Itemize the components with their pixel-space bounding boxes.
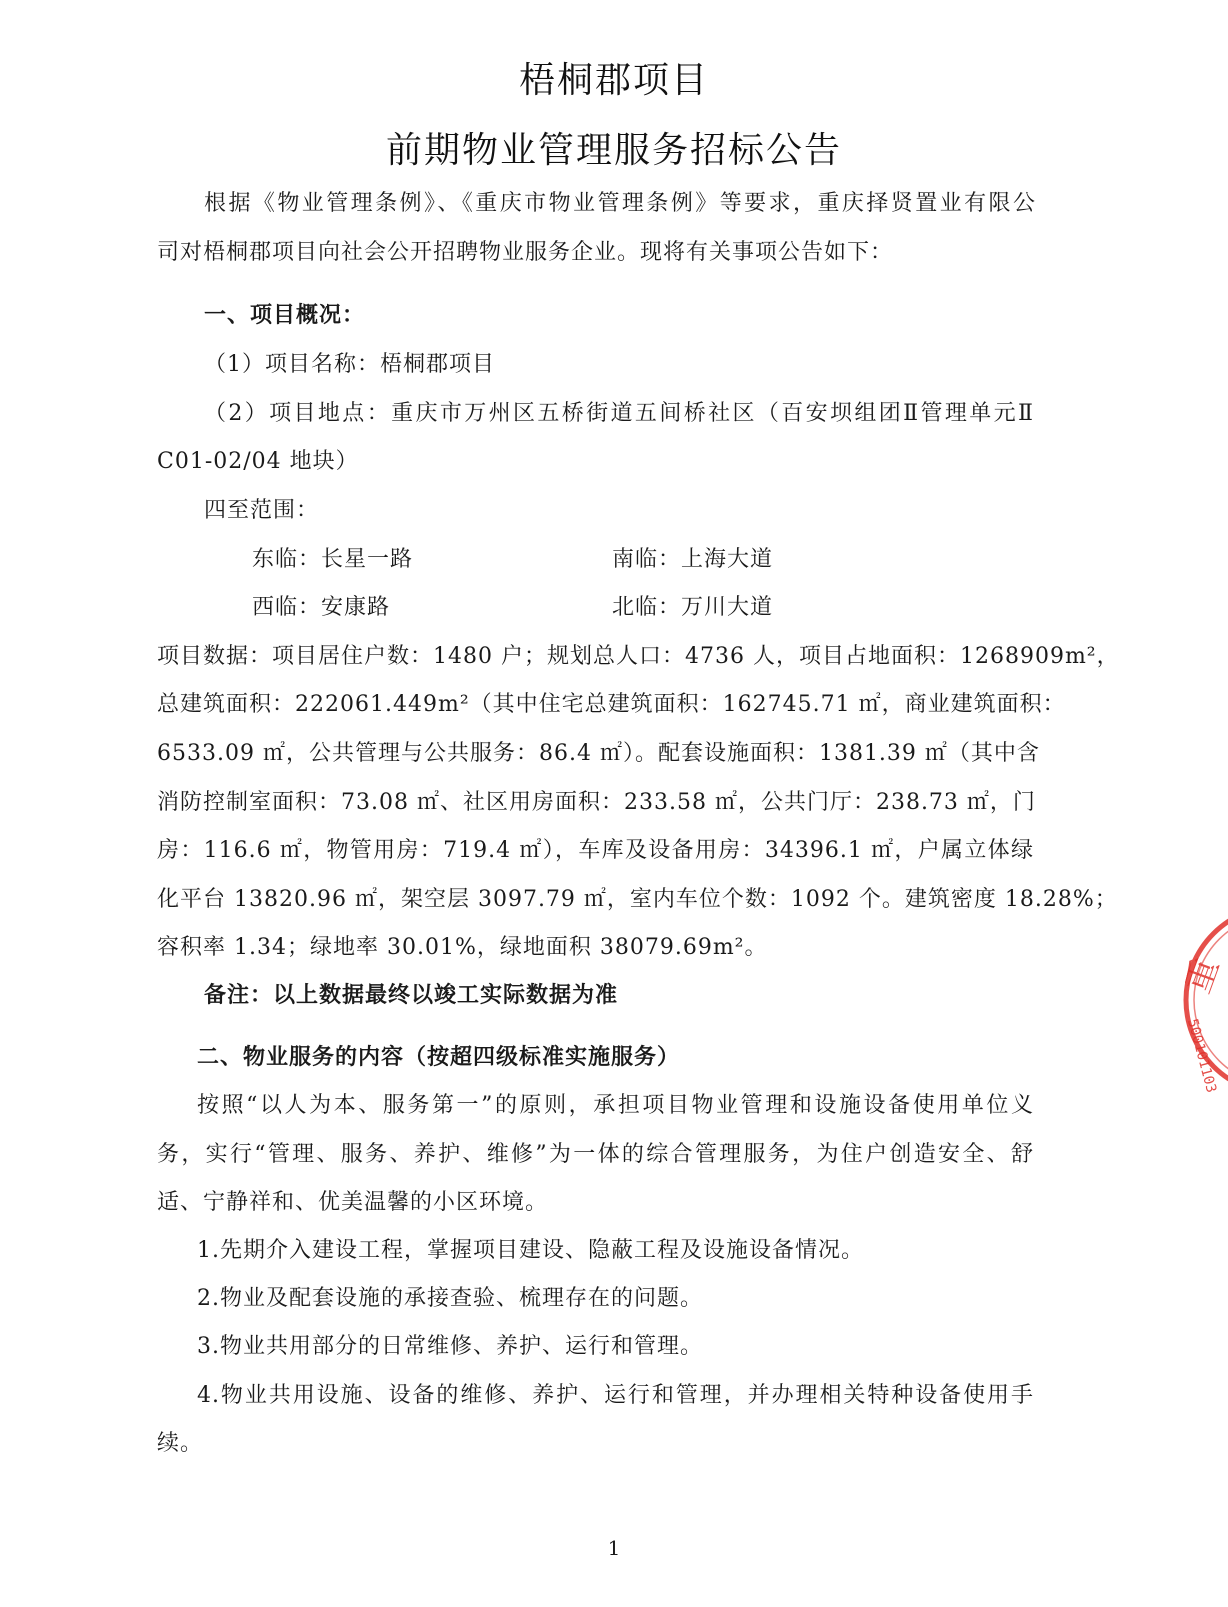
service-item: 续。 — [157, 1431, 204, 1456]
project-data-line: 消防控制室面积：73.08 ㎡、社区用房面积：233.58 ㎡，公共门厅：238.73 ㎡，门 — [157, 790, 1036, 815]
project-name: （1）项目名称：梧桐郡项目 — [204, 352, 495, 377]
project-data-line: 化平台 13820.96 ㎡，架空层 3097.79 ㎡，室内车位个数：1092 个。建筑密度 18.28%； — [157, 887, 1118, 912]
service-item: 3.物业共用部分的日常维修、养护、运行和管理。 — [197, 1334, 703, 1359]
section2-paragraph-line: 适、宁静祥和、优美温馨的小区环境。 — [157, 1190, 549, 1215]
boundary-north: 北临：万川大道 — [612, 595, 774, 620]
boundary-east: 东临：长星一路 — [252, 547, 414, 572]
project-location-line-2: C01-02/04 地块） — [157, 449, 359, 474]
seal-character: 重 — [1178, 952, 1228, 999]
project-data-line: 容积率 1.34；绿地率 30.01%，绿地面积 38079.69m²。 — [157, 935, 768, 960]
document-subtitle: 前期物业管理服务招标公告 — [385, 130, 842, 171]
section2-paragraph-line: 按照“以人为本、服务第一”的原则，承担项目物业管理和设施设备使用单位义 — [197, 1093, 1034, 1118]
intro-line-1: 根据《物业管理条例》、《重庆市物业管理条例》等要求，重庆择贤置业有限公 — [204, 191, 1036, 216]
official-seal-stamp — [1170, 900, 1228, 1100]
boundary-label: 四至范围： — [204, 498, 320, 523]
project-location-line-1: （2）项目地点：重庆市万州区五桥街道五间桥社区（百安坝组团Ⅱ管理单元Ⅱ — [204, 401, 1034, 426]
data-note: 备注：以上数据最终以竣工实际数据为准 — [204, 983, 619, 1008]
service-item: 4.物业共用设施、设备的维修、养护、运行和管理，并办理相关特种设备使用手 — [197, 1383, 1034, 1408]
service-item: 2.物业及配套设施的承接查验、梳理存在的问题。 — [197, 1286, 703, 1311]
project-data-line: 6533.09 ㎡，公共管理与公共服务：86.4 ㎡）。配套设施面积：1381.39 ㎡（其中含 — [157, 741, 1040, 766]
project-data-line: 房：116.6 ㎡，物管用房：719.4 ㎡），车库及设备用房：34396.1 ㎡，户属立体绿 — [157, 838, 1034, 863]
page-number: 1 — [607, 1536, 621, 1560]
boundary-west: 西临：安康路 — [252, 595, 391, 620]
section2-paragraph-line: 务，实行“管理、服务、养护、维修”为一体的综合管理服务，为住户创造安全、舒 — [157, 1142, 1034, 1167]
section2-heading: 二、物业服务的内容（按超四级标准实施服务） — [197, 1045, 681, 1070]
service-item: 1.先期介入建设工程，掌握项目建设、隐蔽工程及设施设备情况。 — [197, 1238, 864, 1263]
seal-code: 500101103 — [1184, 1017, 1220, 1095]
section1-heading: 一、项目概况： — [204, 303, 366, 328]
document-title: 梧桐郡项目 — [518, 60, 709, 101]
boundary-south: 南临：上海大道 — [612, 547, 774, 572]
project-data-line: 总建筑面积：222061.449m²（其中住宅总建筑面积：162745.71 ㎡，商业建筑面积： — [157, 692, 1066, 717]
project-data-line: 项目数据：项目居住户数：1480 户；规划总人口：4736 人，项目占地面积：1268909m²， — [157, 644, 1120, 669]
intro-line-2: 司对梧桐郡项目向社会公开招聘物业服务企业。现将有关事项公告如下： — [157, 240, 894, 265]
